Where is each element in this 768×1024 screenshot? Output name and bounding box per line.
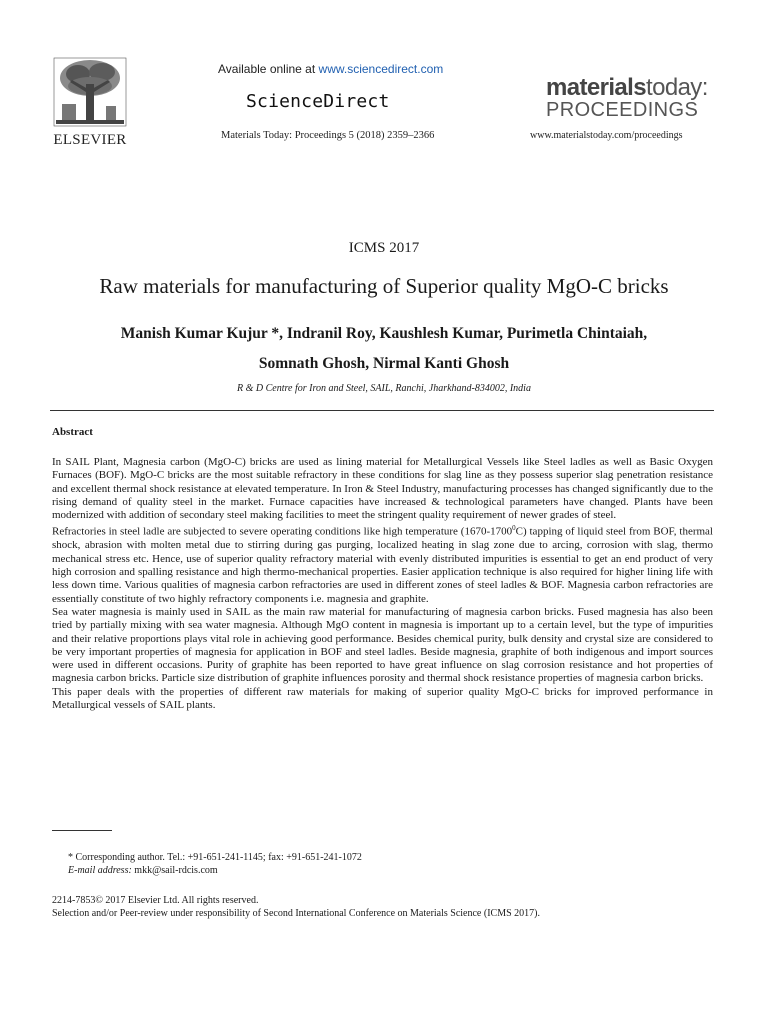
header-divider (50, 410, 714, 411)
corresponding-footnote (68, 851, 362, 877)
abstract-paragraph-4: This paper deals with the properties of different raw materials for making of superior quality MgO-C bricks for improved performance in Metallurgical vessels of SAIL plants. (52, 685, 713, 711)
materials-today-logo (546, 76, 716, 120)
copyright-line: 2214-7853© 2017 Elsevier Ltd. All rights reserved. (52, 895, 259, 906)
abstract-paragraph-1: In SAIL Plant, Magnesia carbon (MgO-C) bricks are used as lining material for Metallurgical Vessels like Steel ladles as well as Basic Oxygen Furnaces (BOF). MgO-C bricks are the most suitable refractory in these conditions for slag line as they possess superior slag penetration resistance and excellent thermal shock resistance at elevated temperature. In Iron & Steel Industry, manufacturing processes has changed significantly due to the rising demand of quality steel in the market. Furnace capacities have increased & technological parameters have changed. Plants have been modernized with addition of secondary steel making facilities to meet the stringent quality requirement of newer grades of steel. (52, 456, 713, 522)
email-address[interactable]: mkk@sail-rdcis.com (131, 865, 218, 876)
mt-logo-proceedings: PROCEEDINGS (546, 99, 699, 121)
conference-name: ICMS 2017 (348, 240, 420, 256)
authors-line-2: Somnath Ghosh, Nirmal Kanti Ghosh (258, 355, 510, 372)
abstract-paragraph-3: Sea water magnesia is mainly used in SAIL as the main raw material for manufacturing of magnesia carbon bricks. Fused magnesia has also been tried by partially mixing with sea water magnesia. Although MgO content in magnesia is important up to a certain level, but the type of impurities and their relative proportions plays vital role in achieving good performance. Besides chemical purity, bulk density and crystal size are considered to be very important properties of magnesia for application in BOF and steel ladles. Beside magnesia, graphite of both indigenous and import sources were used in different occasions. Purity of graphite has been reported to have great influence on slag corrosion resistance and hot properties of magnesia carbon bricks. Particle size distribution of graphite influences porosity and thermal shock resistance properties of magnesia carbon bricks. (52, 605, 713, 685)
sciencedirect-wordmark: ScienceDirect (246, 91, 390, 112)
peer-review-line: Selection and/or Peer-review under responsibility of Second International Conference on Materials Science (ICMS 2017). (52, 908, 540, 919)
abstract-p2-after: C) tapping of liquid steel from BOF, thermal shock, abrasion with molten metal due to stirring during gas purging, localized heating in slag zone due to arcing, corrosion with slag, thermo mechanical stress etc. Hence, use of superior quality refractory material with evenly distributed impurities is essential to get an end product of very high corrosion and spalling resistance and high thermo-mechanical properties. Easier application technique is also required for higher lining life with less down time. Various qualities of magnesia carbon refractories are used in different zones of steel ladles & BOF. Magnesia carbon refractories are essentially constitute of two highly refractory components i.e. magnesia and graphite. (52, 526, 713, 605)
affiliation: R & D Centre for Iron and Steel, SAIL, Ranchi, Jharkhand-834002, India (237, 383, 531, 394)
email-line (68, 864, 362, 877)
degree-superscript: 0 (512, 524, 516, 533)
available-prefix: Available online at (218, 62, 319, 76)
email-label: E-mail address: (68, 865, 132, 876)
sciencedirect-link[interactable]: www.sciencedirect.com (318, 62, 444, 76)
abstract-body (52, 456, 713, 712)
abstract-heading: Abstract (52, 426, 93, 438)
footnote-divider (52, 830, 112, 831)
mt-logo-bold: materials (546, 74, 646, 101)
journal-url[interactable]: www.materialstoday.com/proceedings (530, 130, 683, 141)
copyright-block (52, 894, 540, 920)
journal-reference: Materials Today: Proceedings 5 (2018) 2359–2366 (221, 130, 435, 141)
author-list (0, 319, 768, 379)
abstract-p2-before: Refractories in steel ladle are subjected to severe operating conditions like high temperature (1670-1700 (52, 526, 513, 539)
authors-line-1: Manish Kumar Kujur *, Indranil Roy, Kaushlesh Kumar, Purimetla Chintaiah, (120, 325, 648, 342)
journal-header (0, 0, 768, 160)
abstract-paragraph-2 (52, 522, 713, 605)
mt-logo-light: today: (646, 74, 708, 101)
available-online (218, 62, 443, 76)
paper-title: Raw materials for manufacturing of Superior quality MgO-C bricks (99, 274, 669, 298)
publisher-name: ELSEVIER (53, 132, 127, 148)
corresponding-author: * Corresponding author. Tel.: +91-651-241-1145; fax: +91-651-241-1072 (68, 852, 362, 863)
